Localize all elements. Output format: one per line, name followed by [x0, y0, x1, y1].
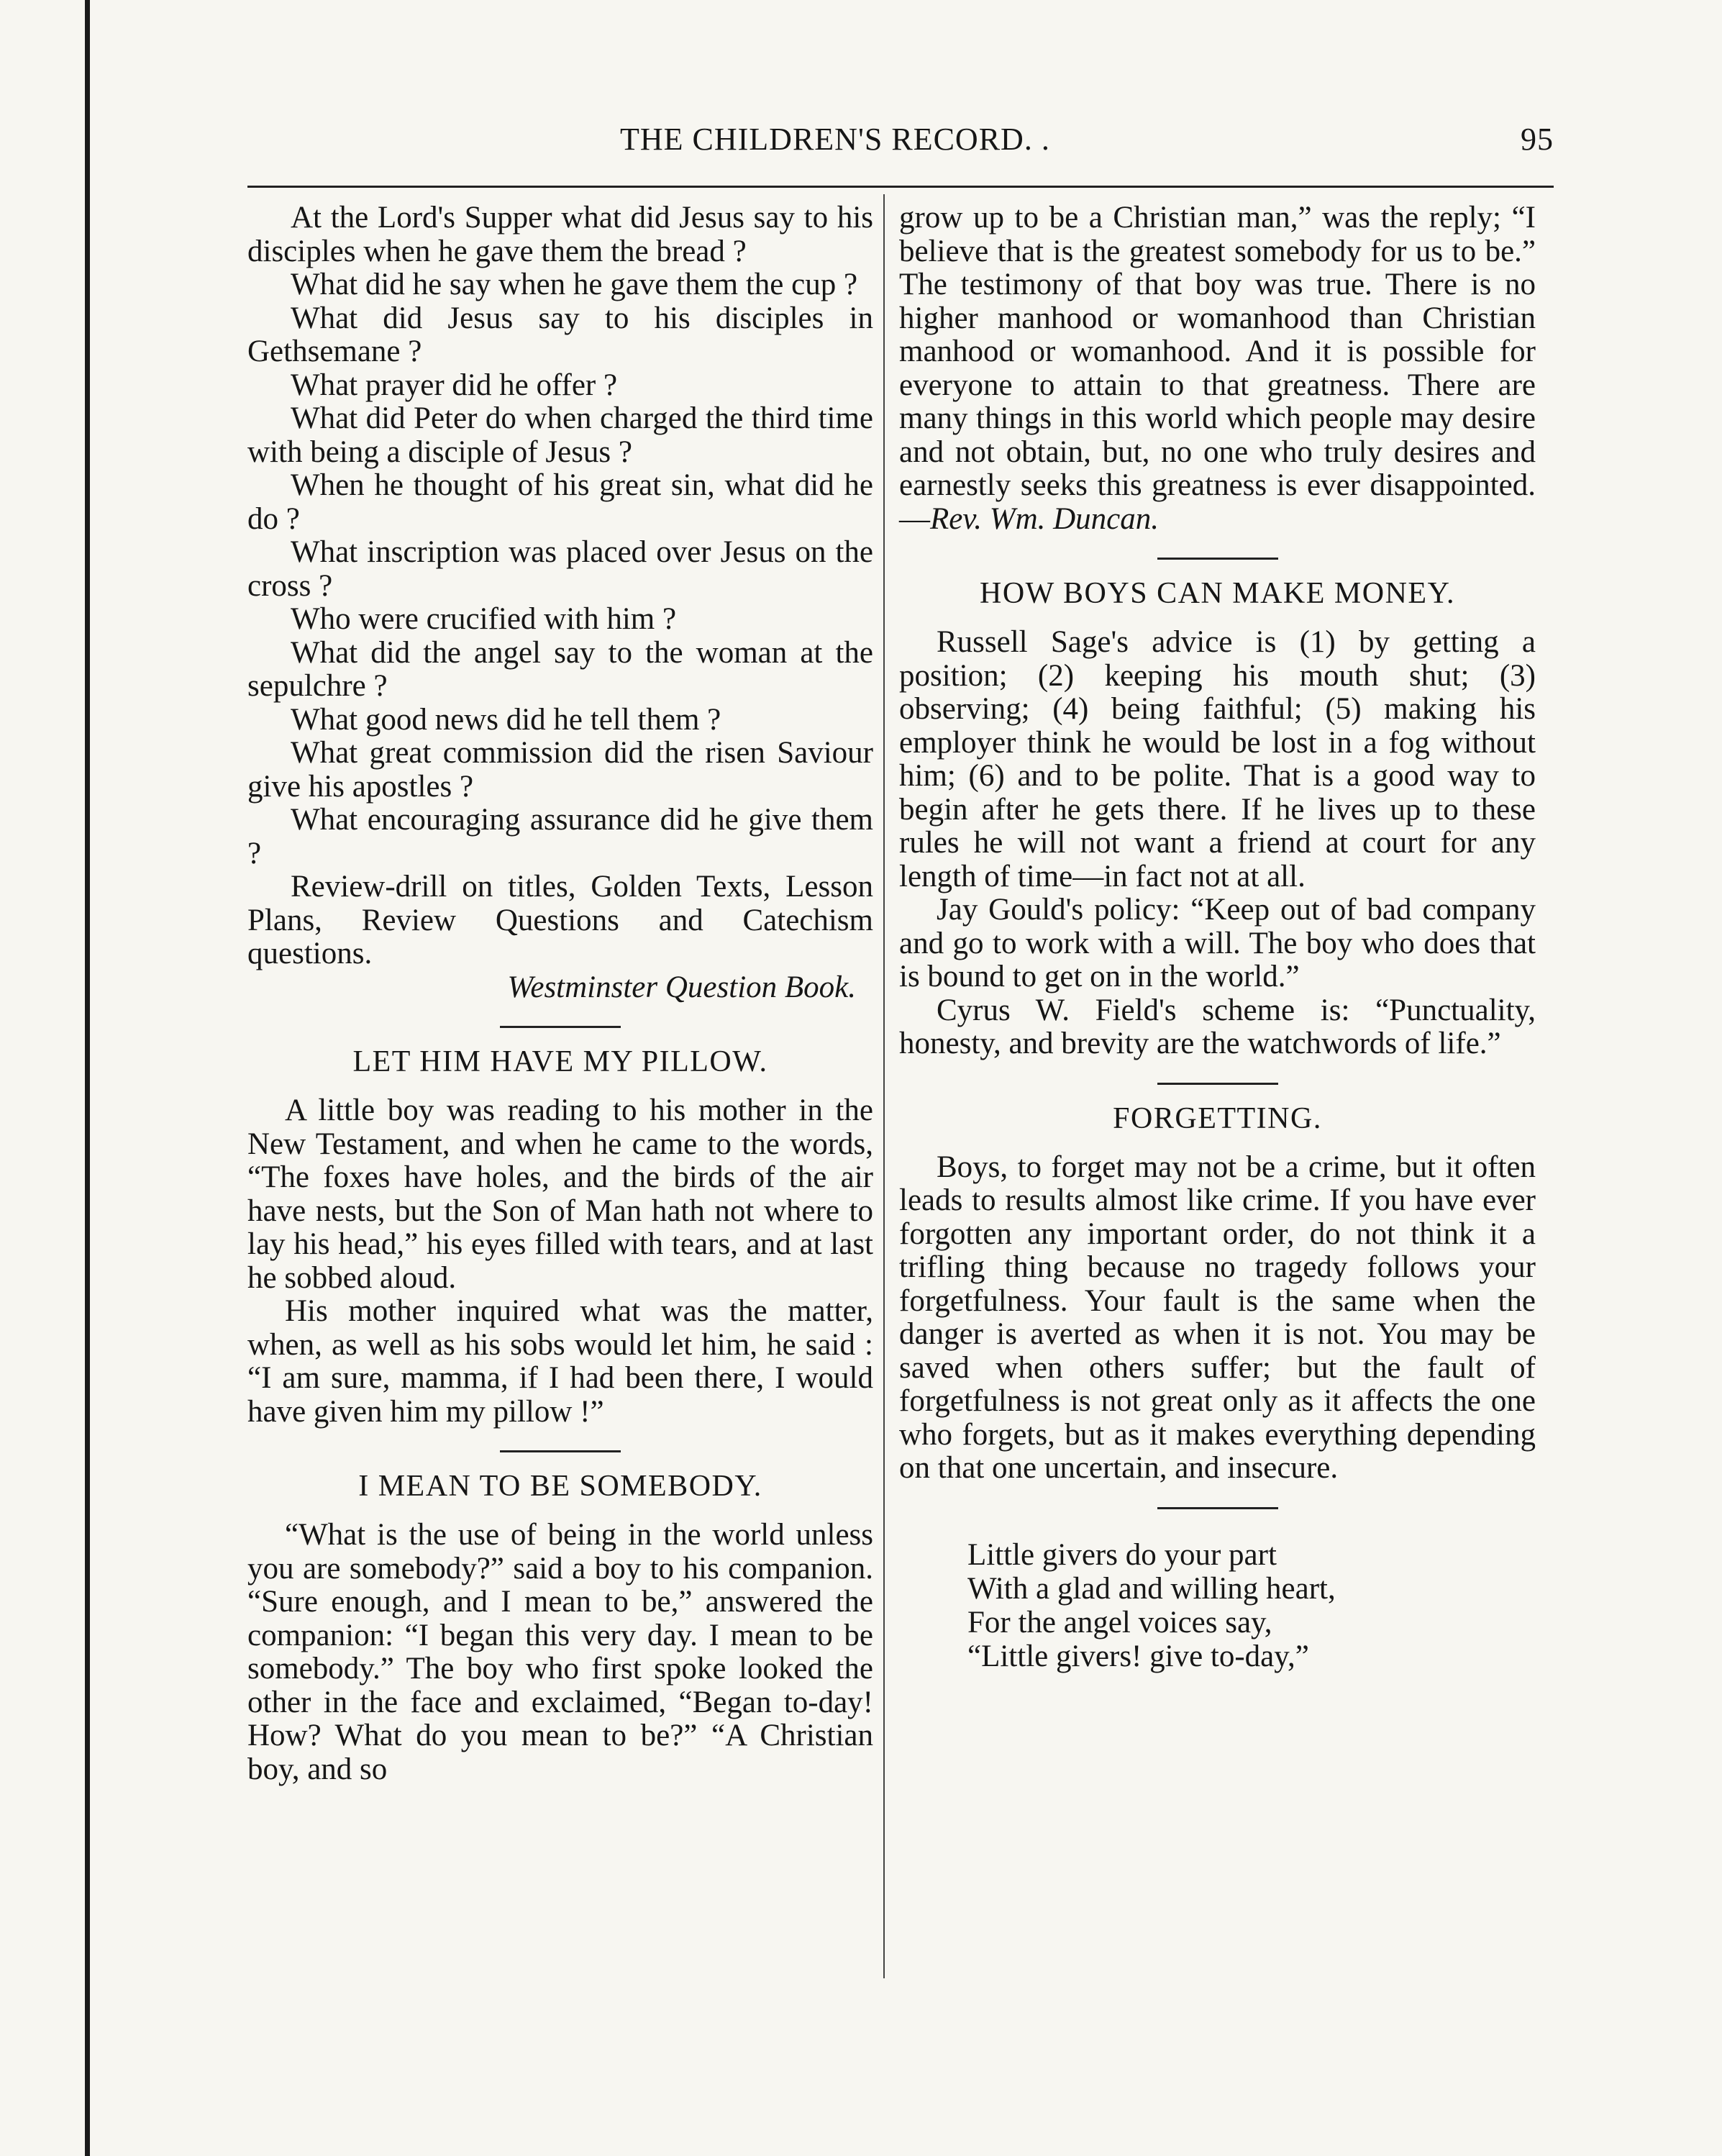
article-paragraph: A little boy was reading to his mother in the New Testament, and when he came to the words, “The foxes have holes, and the birds of the air have nests, but the Son of Man hath not where to lay his head,” his eyes filled with tears, and at last he sobbed aloud. [247, 1093, 873, 1295]
question: What encouraging assurance did he give them ? [247, 803, 873, 870]
page-title: THE CHILDREN'S RECORD. . [620, 122, 1050, 157]
question: What did he say when he gave them the cup ? [291, 268, 858, 301]
source-attribution: Westminster Question Book. [507, 970, 856, 1004]
question: Review-drill on titles, Golden Texts, Lesson Plans, Review Questions and Catechism questions. [247, 870, 873, 970]
article-paragraph [899, 201, 1536, 536]
review-questions [247, 201, 873, 1004]
question: What prayer did he offer ? [291, 368, 618, 402]
article-paragraph: His mother inquired what was the matter, when, as well as his sobs would let him, he said : “I am sure, mamma, if I had been there, I would have given him my pillow !” [247, 1294, 873, 1429]
question: What did the angel say to the woman at the sepulchre ? [247, 635, 873, 703]
section-rule [1157, 1507, 1278, 1509]
article-paragraph: Jay Gould's policy: “Keep out of bad company and go to work with a will. The boy who does that is bound to get on in the world.” [899, 893, 1536, 993]
article-heading: FORGETTING. [1113, 1101, 1322, 1135]
article-paragraph: Boys, to forget may not be a crime, but it often leads to results almost like crime. If you have ever forgotten any important order, do not think it a trifling thing because no tragedy follows your forgetfulness. Your fault is the same when the danger is averted as when it is not. You may be saved when others suffer; but the fault of forgetfulness is not great only as it affects the one who forgets, but as it makes everything depending on that one uncertain, and insecure. [899, 1150, 1536, 1485]
header-rule [247, 186, 1554, 188]
article-paragraph: Russell Sage's advice is (1) by getting a position; (2) keeping his mouth shut; (3) observing; (4) being faithful; (5) making his employer think he would be lost in a fog without him; (6) and to be polite. That is a good way to begin after he gets there. If he lives up to these rules he will not want a friend at court for any length of time—in fact not at all. [899, 625, 1536, 893]
left-column [247, 201, 873, 1786]
page-header [216, 121, 1554, 178]
page-number: 95 [1521, 122, 1554, 157]
poem-line: For the angel voices say, [967, 1605, 1272, 1639]
question: What good news did he tell them ? [291, 702, 721, 737]
article-paragraph: Cyrus W. Field's scheme is: “Punctuality, honesty, and brevity are the watchwords of life.” [899, 993, 1536, 1060]
author-attribution: Rev. Wm. Duncan. [930, 501, 1160, 536]
question: At the Lord's Supper what did Jesus say to his disciples when he gave them the bread ? [247, 201, 873, 268]
poem-line: “Little givers! give to-day,” [967, 1639, 1309, 1673]
poem-line: With a glad and willing heart, [967, 1571, 1336, 1606]
continued-text: grow up to be a Christian man,” was the reply; “I believe that is the greatest somebody for us to be.” The testimony of that boy was true. There is no higher manhood or womanhood than Christian manhood or womanhood. And it is possible for everyone to attain to that greatness. There are many things in this world which people may desire and not obtain, but, no one who truly desires and earnestly seeks this greatness is ever disappointed.— [899, 201, 1536, 536]
question: What great commission did the risen Saviour give his apostles ? [247, 736, 873, 804]
article-heading: HOW BOYS CAN MAKE MONEY. [980, 577, 1455, 610]
poem-line: Little givers do your part [967, 1537, 1277, 1572]
column-divider [883, 194, 885, 1978]
article-paragraph: “What is the use of being in the world unless you are somebody?” said a boy to his companion. “Sure enough, and I mean to be,” answered the companion: “I began this very day. I mean to be somebody.” The boy who first spoke looked the other in the face and exclaimed, “Began to-day! How? What do you mean to be?” “A Christian boy, and so [247, 1518, 873, 1786]
section-rule [1157, 1083, 1278, 1085]
right-column [899, 201, 1536, 1673]
question: What inscription was placed over Jesus on the cross ? [247, 535, 873, 603]
question: What did Jesus say to his disciples in Gethsemane ? [247, 301, 873, 368]
question: When he thought of his great sin, what did he do ? [247, 468, 873, 536]
page-edge-line [85, 0, 90, 2156]
question: Who were crucified with him ? [291, 602, 677, 636]
article-heading: LET HIM HAVE MY PILLOW. [352, 1045, 768, 1078]
section-rule [500, 1026, 621, 1028]
section-rule [1157, 558, 1278, 560]
question: What did Peter do when charged the third time with being a disciple of Jesus ? [247, 401, 873, 469]
section-rule [500, 1450, 621, 1452]
article-heading: I MEAN TO BE SOMEBODY. [358, 1470, 762, 1503]
poem [967, 1538, 1536, 1673]
